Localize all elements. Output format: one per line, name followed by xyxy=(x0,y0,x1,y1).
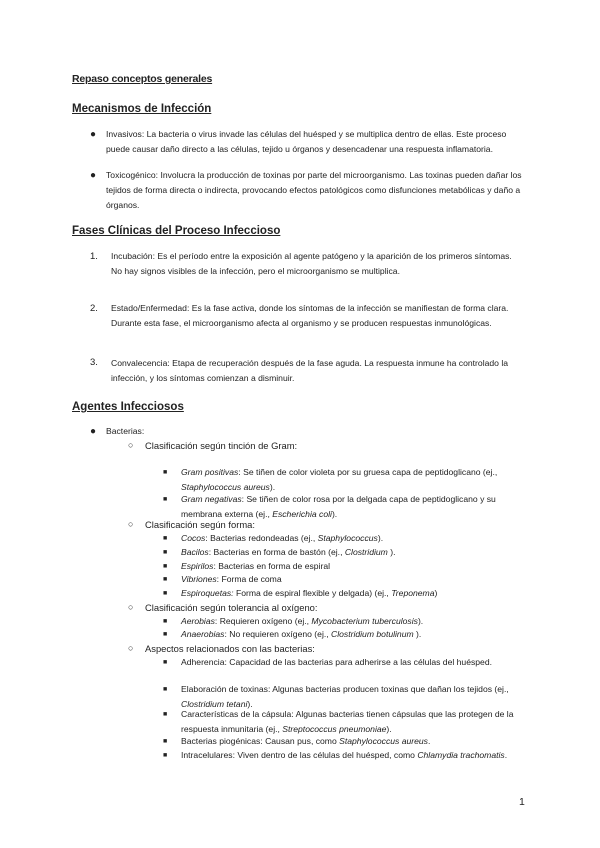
numbered-item: Estado/Enfermedad: Es la fase activa, donde los síntomas de la infección se manifiestan de forma clara. Durante esta fase, el microorganismo afecta al organismo y se producen respuestas inmunológicas. xyxy=(111,303,509,328)
item-text: Elaboración de toxinas: Algunas bacterias producen toxinas que dañan los tejidos (ej., xyxy=(181,684,509,694)
item-text: ). xyxy=(269,482,276,492)
list-number: 2. xyxy=(90,303,98,314)
item-text: Características de la cápsula: Algunas bacterias tienen cápsulas que las protegen de la respuesta inmunitaria (ej., xyxy=(181,709,514,734)
item-text: ). xyxy=(387,547,396,557)
bullet-square-icon: ■ xyxy=(163,659,168,666)
list-item-vibriones xyxy=(181,572,526,587)
item-text: ). xyxy=(247,699,253,709)
list-item-espiroquetas xyxy=(181,586,526,601)
list-item-piogenicas xyxy=(181,734,526,749)
list-item-bacilos xyxy=(181,545,526,560)
bullet-square-icon: ■ xyxy=(163,576,168,583)
list-item-capsula xyxy=(181,707,526,737)
bullet-square-icon: ■ xyxy=(163,738,168,745)
term: Cocos xyxy=(181,533,206,543)
example-species: Chlamydia trachomatis xyxy=(417,750,505,760)
bullet-circle-icon: ○ xyxy=(128,440,134,450)
bullet-circle-icon: ○ xyxy=(128,643,134,653)
term: Gram negativas xyxy=(181,494,242,504)
list-number: 3. xyxy=(90,357,98,368)
list-item-gram-positivas xyxy=(181,465,526,495)
bullet-square-icon: ■ xyxy=(163,686,168,693)
bullet-square-icon: ■ xyxy=(163,631,168,638)
bullet-square-icon: ■ xyxy=(163,496,168,503)
bullet-circle-icon: ○ xyxy=(128,519,134,529)
example-species: Treponema xyxy=(391,588,435,598)
list-item-cocos xyxy=(181,531,526,546)
example-species: Clostridium botulinum xyxy=(331,629,414,639)
bullet-disc-icon: ● xyxy=(90,170,97,181)
item-text: ) xyxy=(434,588,438,598)
bullet-square-icon: ■ xyxy=(163,618,168,625)
bullet-disc-icon: ● xyxy=(90,426,97,437)
item-text: ). xyxy=(386,724,392,734)
sublist-title-aspectos: Aspectos relacionados con las bacterias: xyxy=(145,643,315,654)
bullet-square-icon: ■ xyxy=(163,752,168,759)
example-species: Escherichia coli xyxy=(272,509,332,519)
example-species: Staphylococcus aureus xyxy=(181,482,270,492)
bullet-square-icon: ■ xyxy=(163,469,168,476)
item-text: : Bacterias en forma de bastón (ej., xyxy=(208,547,345,557)
numbered-item: Incubación: Es el período entre la exposición al agente patógeno y la aparición de los primeros síntomas. No hay signos visibles de la infección, pero el microorganismo se multiplica. xyxy=(111,251,512,276)
item-text: : No requieren oxígeno (ej., xyxy=(224,629,332,639)
item-text: : Se tiñen de color rosa por la delgada capa de peptidoglicano y su membrana externa (ej., xyxy=(181,494,496,519)
sublist-title-forma: Clasificación según forma: xyxy=(145,519,255,530)
list-item-anaerobias xyxy=(181,627,526,642)
item-text: : Se tiñen de color violeta por su gruesa capa de peptidoglicano (ej., xyxy=(238,467,498,477)
example-species: Staphylococcus xyxy=(317,533,378,543)
example-species: Mycobacterium tuberculosis xyxy=(311,616,418,626)
section-heading-mecanismos: Mecanismos de Infección xyxy=(72,103,212,115)
term: Espiroquetas: xyxy=(181,588,234,598)
bullet-disc-icon: ● xyxy=(90,129,97,140)
item-text: : Forma de coma xyxy=(216,574,282,584)
term: Espirilos xyxy=(181,561,214,571)
sublist-title-gram: Clasificación según tinción de Gram: xyxy=(145,440,298,451)
list-item-adherencia: Adherencia: Capacidad de las bacterias para adherirse a las células del huésped. xyxy=(181,657,493,667)
section-heading-agentes: Agentes Infecciosos xyxy=(72,401,184,413)
bullet-square-icon: ■ xyxy=(163,590,168,597)
item-text: ). xyxy=(417,616,424,626)
item-text: . xyxy=(504,750,508,760)
item-text: ). xyxy=(331,509,338,519)
item-text: : Requieren oxígeno (ej., xyxy=(214,616,312,626)
example-species: Streptococcus pneumoniae xyxy=(282,724,387,734)
item-text: Forma de espiral flexible y delgada) (ej., xyxy=(233,588,392,598)
item-text: Bacterias piogénicas: Causan pus, como xyxy=(181,736,340,746)
list-item: Toxicogénico: Involucra la producción de toxinas por parte del microorganismo. Las toxinas pueden dañar los tejidos de forma directa o indirecta, provocando efectos patológicos como disfunciones metabólicas y daño a órganos. xyxy=(106,170,522,210)
numbered-item: Convalecencia: Etapa de recuperación después de la fase aguda. La respuesta inmune ha controlado la infección, y los síntomas comienzan a disminuir. xyxy=(111,358,509,383)
term: Bacilos xyxy=(181,547,209,557)
page-number: 1 xyxy=(519,796,525,808)
list-item-intracelulares xyxy=(181,748,526,763)
bullet-square-icon: ■ xyxy=(163,535,168,542)
document-title: Repaso conceptos generales xyxy=(72,73,213,85)
term: Gram positivas xyxy=(181,467,239,477)
sublist-title-oxigeno: Clasificación según tolerancia al oxígeno: xyxy=(145,602,318,613)
term: Anaerobias xyxy=(181,629,225,639)
bullet-square-icon: ■ xyxy=(163,563,168,570)
list-item: Invasivos: La bacteria o virus invade las células del huésped y se multiplica dentro de ellas. Este proceso puede causar daño directo a las células, tejido u órganos y desencadenar una respuesta inflamatoria. xyxy=(106,129,507,154)
example-species: Staphylococcus aureus xyxy=(339,736,428,746)
bullet-square-icon: ■ xyxy=(163,711,168,718)
item-text: ). xyxy=(413,629,422,639)
bullet-circle-icon: ○ xyxy=(128,602,134,612)
term: Aerobias xyxy=(181,616,215,626)
item-text: : Bacterias en forma de espiral xyxy=(213,561,331,571)
section-heading-fases: Fases Clínicas del Proceso Infeccioso xyxy=(72,225,281,237)
bullet-square-icon: ■ xyxy=(163,549,168,556)
item-text: : Bacterias redondeadas (ej., xyxy=(205,533,318,543)
example-species: Clostridium xyxy=(344,547,388,557)
term: Vibriones xyxy=(181,574,217,584)
list-item-bacterias: Bacterias: xyxy=(106,426,145,436)
item-text: . xyxy=(427,736,431,746)
example-species: Clostridium tetani xyxy=(181,699,248,709)
list-number: 1. xyxy=(90,251,98,262)
item-text: Intracelulares: Viven dentro de las células del huésped, como xyxy=(181,750,418,760)
item-text: ). xyxy=(377,533,384,543)
